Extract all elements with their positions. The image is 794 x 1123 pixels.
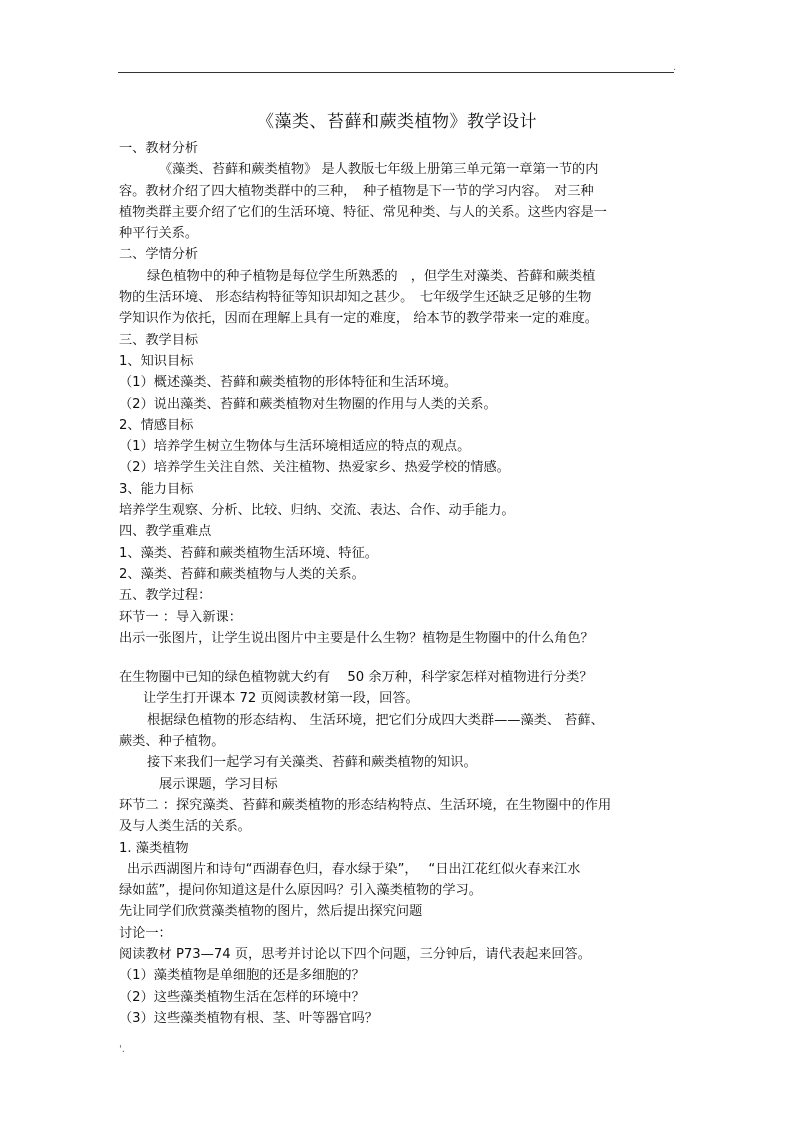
document-body xyxy=(119,138,679,1029)
section-heading: 三、教学目标 xyxy=(119,332,199,348)
list-item: （1）藻类植物是单细胞的还是多细胞的？ xyxy=(119,968,365,984)
paragraph-line: 根据绿色植物的形态结构、 生活环境，把它们分成四大类群——藻类、 苔藓、 xyxy=(147,712,604,728)
paragraph-line: 培养学生观察、分析、比较、归纳、交流、表达、合作、动手能力。 xyxy=(119,503,515,519)
paragraph-line: 出示一张图片，让学生说出图片中主要是什么生物？植物是生物圈中的什么角色？ xyxy=(119,630,594,646)
list-item: （1）培养学生树立生物体与生活环境相适应的特点的观点。 xyxy=(119,439,471,455)
subsection-heading: 环节二 ：探究藻类、苔藓和蕨类植物的形态结构特点、生活环境，在生物圈中的作用 xyxy=(119,797,612,813)
paragraph-line: 接下来我们一起学习有关藻类、苔藓和蕨类植物的知识。 xyxy=(147,755,477,771)
paragraph-line: 植物类群主要介绍了它们的生活环境、特征、常见种类、与人的关系。这些内容是一 xyxy=(119,204,607,220)
paragraph-line: 绿色植物中的种子植物是每位学生所熟悉的 ，但学生对藻类、苔藓和蕨类植 xyxy=(147,268,596,284)
list-item: 1、藻类、苔藓和蕨类植物生活环境、特征。 xyxy=(119,545,378,561)
list-item: （1）概述藻类、苔藓和蕨类植物的形体特征和生活环境。 xyxy=(119,375,458,391)
paragraph-line: 学知识作为依托，因而在理解上具有一定的难度， 给本节的教学带来一定的难度。 xyxy=(119,311,598,327)
list-item: （3）这些藻类植物有根、茎、叶等器官吗？ xyxy=(119,1010,378,1026)
subsection-heading: 3、能力目标 xyxy=(119,481,194,497)
paragraph-line: 绿如蓝”，提问你知道这是什么原因吗？引入藻类植物的学习。 xyxy=(119,883,482,899)
paragraph-line: 先让同学们欣赏藻类植物的图片，然后提出探究问题 xyxy=(119,904,423,920)
paragraph-line: 让学生打开课本 72 页阅读教材第一段，回答。 xyxy=(143,691,419,707)
list-item: （2）培养学生关注自然、关注植物、热爱家乡、热爱学校的情感。 xyxy=(119,460,510,476)
list-item: （2）这些藻类植物生活在怎样的环境中？ xyxy=(119,989,365,1005)
list-item: （2）说出藻类、苔藓和蕨类植物对生物圈的作用与人类的关系。 xyxy=(119,396,497,412)
paragraph-line: 展示课题，学习目标 xyxy=(159,776,278,792)
header-rule xyxy=(118,72,674,73)
paragraph-line: 及与人类生活的关系。 xyxy=(119,819,251,835)
subsection-heading: 1、知识目标 xyxy=(119,353,194,369)
document-title: 《藻类、苔藓和蕨类植物》教学设计 xyxy=(257,112,537,132)
paragraph-line: 种平行关系。 xyxy=(119,226,199,242)
paragraph-line: 物的生活环境、 形态结构特征等知识却知之甚少。 七年级学生还缺乏足够的生物 xyxy=(119,290,592,306)
paragraph-line: 容。教材介绍了四大植物类群中的三种， 种子植物是下一节的学习内容。 对三种 xyxy=(119,183,594,199)
list-item: 2、藻类、苔藓和蕨类植物与人类的关系。 xyxy=(119,566,365,582)
subsection-heading: 环节一 ：导入新课： xyxy=(119,609,242,625)
header-corner-mark: . xyxy=(673,62,677,73)
paragraph-line: 阅读教材 P73—74 页，思考并讨论以下四个问题，三分钟后，请代表起来回答。 xyxy=(119,946,591,962)
paragraph-line: 蕨类、种子植物。 xyxy=(119,734,225,750)
section-heading: 四、教学重难点 xyxy=(119,524,212,540)
subsection-heading: 讨论一： xyxy=(119,925,172,941)
paragraph-line: 出示西湖图片和诗句“西湖春色归，春水绿于染”， “日出江花红似火春来江水 xyxy=(127,861,581,877)
paragraph-line: 《藻类、苔藓和蕨类植物》 是人教版七年级上册第三单元第一章第一节的内 xyxy=(159,162,599,178)
paragraph-line: 在生物圈中已知的绿色植物就大约有 50 余万种，科学家怎样对植物进行分类？ xyxy=(119,670,593,686)
subsection-heading: 2、情感目标 xyxy=(119,417,194,433)
section-heading: 一、教材分析 xyxy=(119,141,199,156)
blank-line xyxy=(119,649,679,667)
subsection-heading: 1. 藻类植物 xyxy=(119,840,189,856)
section-heading: 二、学情分析 xyxy=(119,247,199,263)
section-heading: 五、教学过程： xyxy=(119,588,212,604)
footer-corner-mark: '. xyxy=(119,1044,125,1055)
